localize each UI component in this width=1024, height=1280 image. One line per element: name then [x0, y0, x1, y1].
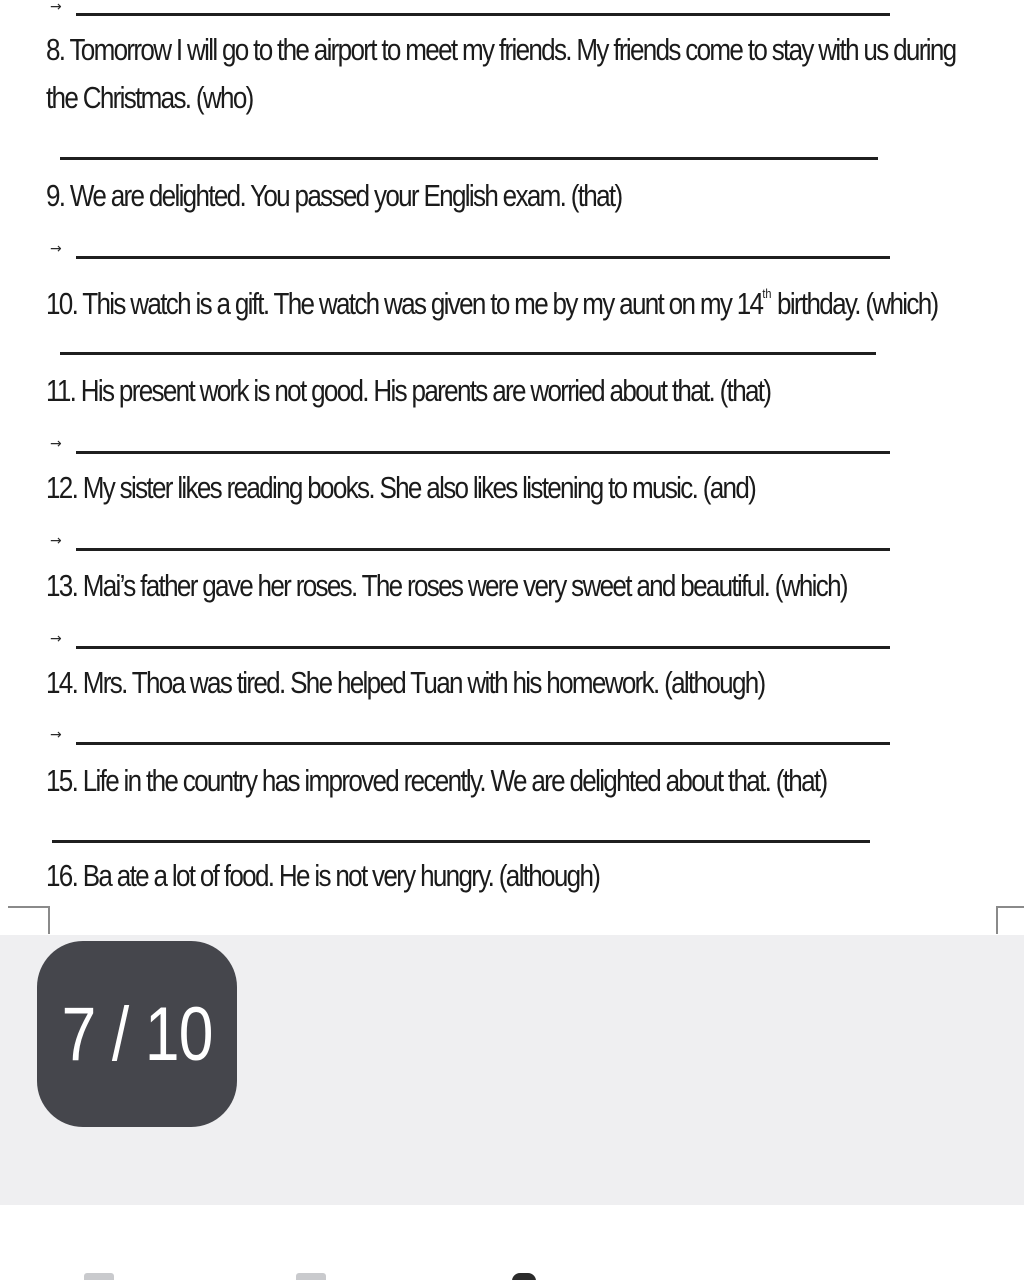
- question-16: [46, 852, 827, 900]
- answer-line: [52, 840, 870, 843]
- toolbar-icon-partial[interactable]: [84, 1273, 114, 1280]
- question-10: [46, 270, 938, 328]
- question-number: 13.: [46, 568, 78, 603]
- answer-arrow: →: [50, 727, 62, 743]
- question-13: [46, 562, 847, 610]
- answer-line: [76, 742, 890, 745]
- question-number: 11.: [46, 373, 76, 408]
- question-text: We are delighted. You passed your English exam. (that): [69, 178, 622, 213]
- page-counter-text: 7 / 10: [61, 991, 213, 1077]
- question-number: 14.: [46, 665, 78, 700]
- page-corner-mark: [8, 906, 50, 934]
- question-text: Mai’s father gave her roses. The roses were very sweet and beautiful. (which): [82, 568, 847, 603]
- question-text: Mrs. Thoa was tired. She helped Tuan with his homework. (although): [82, 665, 765, 700]
- question-number: 9.: [46, 178, 65, 213]
- answer-line: [60, 352, 876, 355]
- question-text-end: birthday. (which): [771, 286, 938, 321]
- question-15: [46, 757, 827, 805]
- answer-arrow: →: [50, 436, 62, 452]
- answer-line: [76, 548, 890, 551]
- question-number: 10.: [46, 286, 78, 321]
- answer-line: [76, 646, 890, 649]
- question-text: My sister likes reading books. She also likes listening to music. (and): [82, 470, 756, 505]
- answer-arrow: →: [50, 631, 62, 647]
- ordinal-superscript: th: [762, 286, 772, 301]
- answer-line: [76, 13, 890, 16]
- question-number: 16.: [46, 858, 78, 893]
- toolbar-icon-partial[interactable]: [296, 1273, 326, 1280]
- page-counter-badge: [37, 941, 237, 1127]
- question-text: Tomorrow I will go to the airport to meet my friends. My friends come to stay with us during the Christmas. (who): [46, 32, 956, 115]
- question-text: Life in the country has improved recently. We are delighted about that. (that): [82, 763, 827, 798]
- question-number: 12.: [46, 470, 78, 505]
- page-corner-mark: [996, 906, 1024, 934]
- question-text: Ba ate a lot of food. He is not very hungry. (although): [82, 858, 600, 893]
- answer-arrow: →: [50, 241, 62, 257]
- answer-line: [60, 157, 878, 160]
- question-12: [46, 464, 827, 512]
- answer-line: [76, 256, 890, 259]
- bottom-toolbar: [0, 1205, 1024, 1280]
- question-14: [46, 659, 827, 707]
- answer-arrow: →: [50, 0, 62, 15]
- viewer-background: [0, 935, 1024, 1205]
- answer-line: [76, 451, 890, 454]
- question-text: This watch is a gift. The watch was given to me by my aunt on my 14: [77, 286, 763, 321]
- question-11: [46, 367, 827, 415]
- question-8: [46, 26, 978, 122]
- question-number: 15.: [46, 763, 78, 798]
- answer-arrow: →: [50, 533, 62, 549]
- toolbar-icon-partial[interactable]: [512, 1273, 536, 1280]
- question-text: His present work is not good. His parents are worried about that. (that): [80, 373, 771, 408]
- question-9: [46, 172, 827, 220]
- question-number: 8.: [46, 32, 65, 67]
